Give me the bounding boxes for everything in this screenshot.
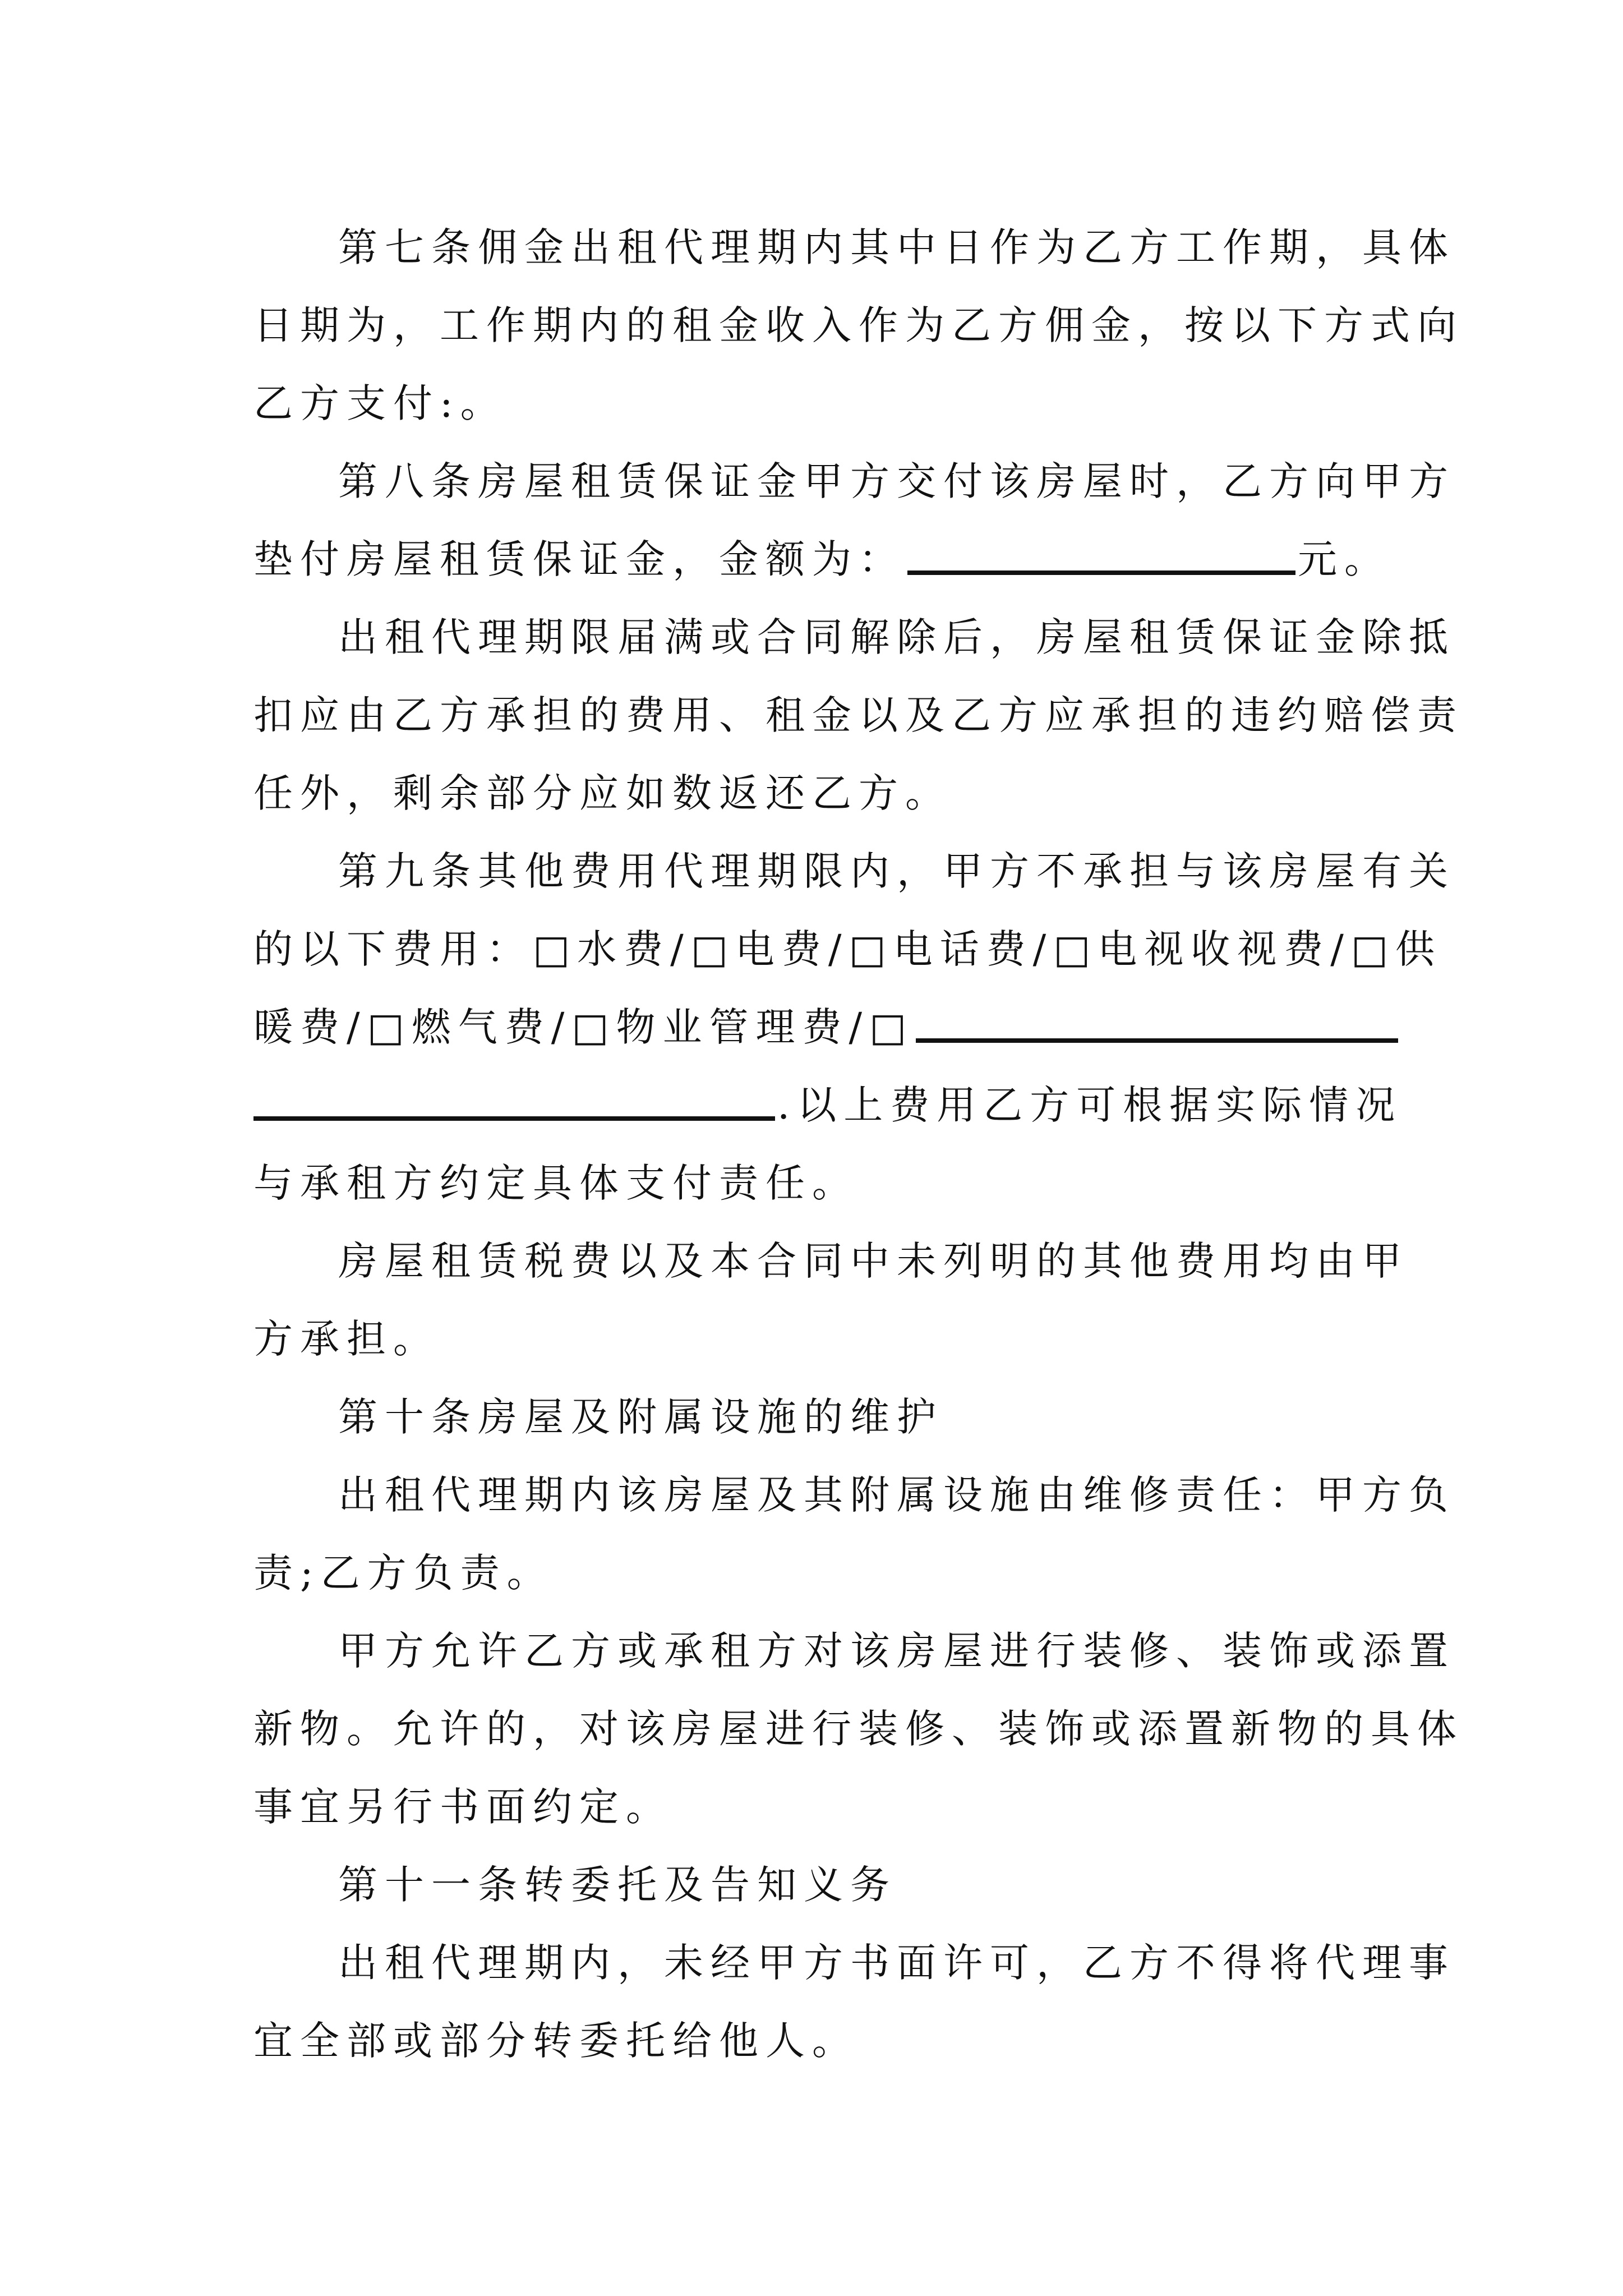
text-line: 乙方支付:。: [253, 380, 507, 426]
text-line: 房屋租赁税费以及本合同中未列明的其他费用均由甲: [338, 1238, 1409, 1284]
article-8-deposit: [253, 443, 1455, 599]
text-line: 任外，剩余部分应如数返还乙方。: [253, 770, 952, 816]
other-fee-blank: [916, 1038, 1398, 1043]
text-line: 方承担。: [253, 1316, 440, 1362]
article-heading: 第十一条转委托及告知义务: [338, 1862, 897, 1908]
text-line: 宜全部或部分转委托给他人。: [253, 2018, 859, 2064]
text-line: 第八条房屋租赁保证金甲方交付该房屋时，乙方向甲方: [338, 458, 1455, 504]
text-line: 日期为，工作期内的租金收入作为乙方佣金，按以下方式向: [253, 302, 1464, 348]
deposit-amount-label: 垫付房屋租赁保证金，金额为：: [253, 536, 905, 582]
article-heading: 第十条房屋及附属设施的维护: [338, 1394, 943, 1440]
text-line: 出租代理期内，未经甲方书面许可，乙方不得将代理事: [338, 1940, 1455, 1986]
text-line: 甲方允许乙方或承租方对该房屋进行装修、装饰或添置: [338, 1628, 1455, 1674]
fee-note-text: .以上费用乙方可根据实际情况: [777, 1082, 1403, 1128]
article-11-subdelegation: [253, 1846, 1455, 2080]
text-line: 责;乙方负责。: [253, 1550, 554, 1596]
text-line: 与承租方约定具体支付责任。: [253, 1160, 859, 1206]
text-line: 第七条佣金出租代理期内其中日作为乙方工作期，具体: [338, 224, 1455, 270]
currency-unit: 元。: [1298, 536, 1391, 582]
article-9-other-fees: [253, 832, 1455, 1222]
article-7-commission: [253, 209, 1464, 443]
tax-clause: [253, 1222, 1409, 1378]
fee-checklist-line: 的以下费用：□水费/□电费/□电话费/□电视收视费/□供: [253, 926, 1442, 972]
text-line-with-blank: [253, 521, 1391, 599]
text-line: 出租代理期限届满或合同解除后，房屋租赁保证金除抵: [338, 614, 1455, 660]
article-10-maintenance: [253, 1378, 1464, 1846]
other-fee-blank-continued: [253, 1116, 775, 1121]
text-line: 第九条其他费用代理期限内，甲方不承担与该房屋有关: [338, 848, 1455, 894]
text-line: 扣应由乙方承担的费用、租金以及乙方应承担的违约赔偿责: [253, 692, 1464, 738]
deposit-amount-blank: [907, 570, 1295, 575]
fee-checklist-text: 暖费/□燃气费/□物业管理费/□: [253, 1004, 914, 1050]
fee-checklist-line: [253, 988, 1376, 1066]
text-line: 出租代理期内该房屋及其附属设施由维修责任：甲方负: [338, 1472, 1455, 1518]
text-line: 新物。允许的，对该房屋进行装修、装饰或添置新物的具体: [253, 1706, 1464, 1752]
document-body: [253, 209, 1464, 2080]
text-line-with-blank: [253, 1066, 1403, 1144]
text-line: 事宜另行书面约定。: [253, 1784, 672, 1830]
deposit-return-clause: [253, 599, 1464, 832]
